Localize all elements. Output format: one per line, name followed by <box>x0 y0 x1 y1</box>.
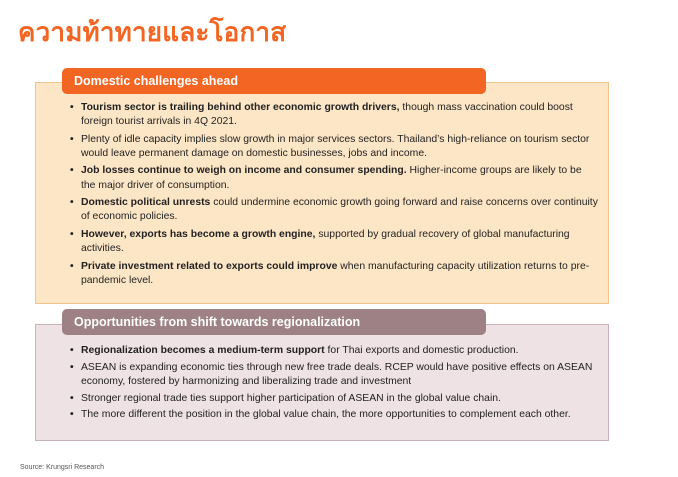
list-item: • Tourism sector is trailing behind other economic growth drivers, though mass vaccination could boost foreign tourist arrivals in 4Q 2021. <box>70 101 598 129</box>
challenges-header: Domestic challenges ahead <box>62 68 486 94</box>
challenges-list <box>70 101 598 291</box>
list-item: • Domestic political unrests could undermine economic growth going forward and raise concerns over continuity of economic policies. <box>70 196 598 224</box>
list-item: • However, exports has become a growth engine, supported by gradual recovery of global manufacturing activities. <box>70 228 598 256</box>
list-item: • ASEAN is expanding economic ties through new free trade deals. RCEP would have positive effects on ASEAN economy, fostered by harmonizing and liberalizing trade and investment <box>70 361 598 389</box>
source-note: Source: Krungsri Research <box>20 464 105 471</box>
list-item: • Job losses continue to weigh on income and consumer spending. Higher-income groups are likely to be the major driver of consumption. <box>70 164 598 192</box>
list-item: • Regionalization becomes a medium-term support for Thai exports and domestic production. <box>70 344 598 358</box>
list-item: • The more different the position in the global value chain, the more opportunities to complement each other. <box>70 408 598 422</box>
opportunities-header: Opportunities from shift towards regionalization <box>62 309 486 335</box>
list-item: • Private investment related to exports could improve when manufacturing capacity utilization returns to pre-pandemic level. <box>70 260 598 288</box>
list-item: • Stronger regional trade ties support higher participation of ASEAN in the global value chain. <box>70 392 598 406</box>
opportunities-list <box>70 344 598 425</box>
list-item: • Plenty of idle capacity implies slow growth in major services sectors. Thailand’s high-reliance on tourism sector would leave permanent damage on domestic businesses, jobs and income. <box>70 133 598 161</box>
page-title: ความท้าทายและโอกาส <box>18 18 287 48</box>
